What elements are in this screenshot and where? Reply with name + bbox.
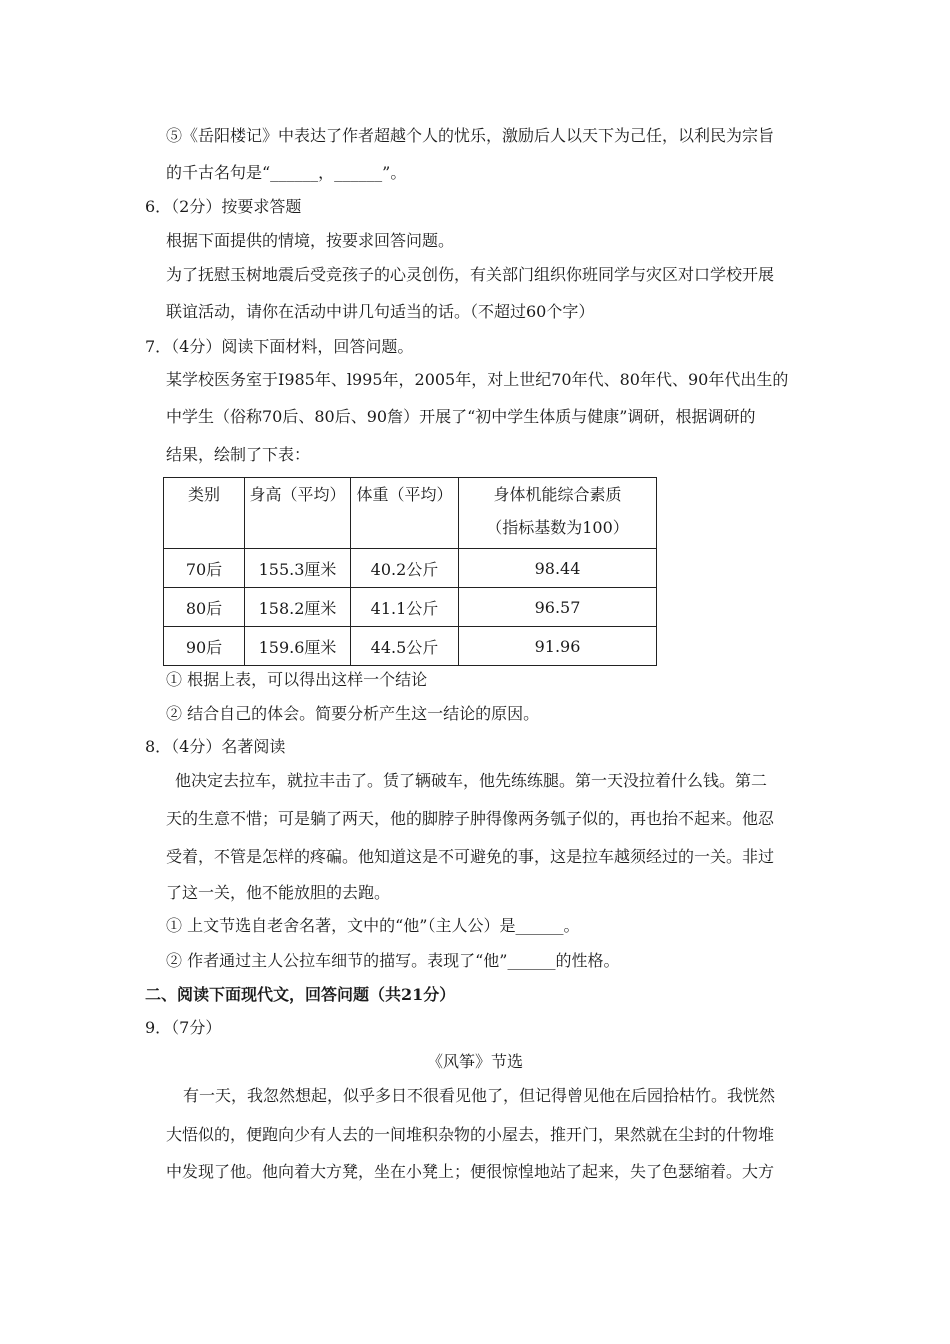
q7-line3: 结果，绘制了下表： xyxy=(166,445,311,464)
q6-line2: 为了抚慰玉树地震后受竞孩子的心灵创伤，有关部门组织你班同学与灾区对口学校开展 xyxy=(166,265,775,284)
cell-height: 159.6厘米 xyxy=(245,627,351,666)
table-row xyxy=(164,627,657,666)
section-heading: 二、阅读下面现代文，回答问题（共21分） xyxy=(145,985,456,1004)
q6-line3: 联谊活动，请你在活动中讲几句适当的话。（不超过60个字） xyxy=(166,302,595,321)
q7-item2: ② 结合自己的体会。简要分析产生这一结论的原因。 xyxy=(166,704,540,723)
table-row xyxy=(164,549,657,588)
cell-height: 158.2厘米 xyxy=(245,588,351,627)
q9-passage-line3: 中发现了他。他向着大方凳，坐在小凳上；便很惊惶地站了起来，失了色瑟缩着。大方 xyxy=(166,1162,775,1181)
q9-title: 9．（7分） xyxy=(145,1018,222,1037)
q7-item1: ① 根据上表，可以得出这样一个结论 xyxy=(166,670,428,689)
q8-title: 8．（4分）名著阅读 xyxy=(145,737,286,756)
cell-fitness: 96.57 xyxy=(459,588,657,627)
q9-passage-line1: 有一天，我忽然想起，似乎多日不很看见他了，但记得曾见他在后园拾枯竹。我恍然 xyxy=(183,1086,776,1105)
q8-item2: ② 作者通过主人公拉车细节的描写。表现了“他”______的性格。 xyxy=(166,951,620,970)
cell-category: 70后 xyxy=(164,549,245,588)
cell-fitness: 98.44 xyxy=(459,549,657,588)
q5-item5-line1: ⑤《岳阳楼记》中表达了作者超越个人的忧乐，激励后人以天下为己任，以利民为宗旨 xyxy=(166,126,775,145)
q8-item1: ① 上文节选自老舍名著，文中的“他”（主人公）是______。 xyxy=(166,916,580,935)
cell-category: 80后 xyxy=(164,588,245,627)
q5-item5-line2: 的千古名句是“______，______”。 xyxy=(166,163,407,182)
q7-line1: 某学校医务室于I985年、l995年，2005年，对上世纪70年代、80年代、90年代出生的 xyxy=(166,370,789,389)
header-fitness-label: 身体机能综合素质 xyxy=(493,485,622,504)
q6-title: 6．（2分）按要求答题 xyxy=(145,197,302,216)
cell-weight: 41.1公斤 xyxy=(351,588,459,627)
table-header-row xyxy=(164,478,657,549)
health-survey-table xyxy=(163,477,657,666)
q6-line1: 根据下面提供的情境，按要求回答问题。 xyxy=(166,231,455,250)
header-weight: 体重（平均） xyxy=(351,478,459,549)
header-fitness-note: （指标基数为100） xyxy=(486,518,629,537)
q8-passage-line1: 他决定去拉车，就拉丰击了。赁了辆破车，他先练练腿。第一天没拉着什么钱。第二 xyxy=(175,771,768,790)
cell-weight: 44.5公斤 xyxy=(351,627,459,666)
q8-passage-line4: 了这一关，他不能放胆的去跑。 xyxy=(166,883,391,902)
cell-height: 155.3厘米 xyxy=(245,549,351,588)
q8-passage-line2: 天的生意不惜；可是躺了两天，他的脚脖子肿得像两务瓠子似的，再也抬不起来。他忍 xyxy=(166,809,775,828)
header-height: 身高（平均） xyxy=(245,478,351,549)
passage-title: 《风筝》节选 xyxy=(426,1052,523,1071)
q7-line2: 中学生（俗称70后、80后、90詹）开展了“初中学生体质与健康”调研，根据调研的 xyxy=(166,407,756,426)
q8-passage-line3: 受着，不管是怎样的疼碥。他知道这是不可避免的事，这是拉车越须经过的一关。非过 xyxy=(166,847,775,866)
q9-passage-line2: 大悟似的，便跑向少有人去的一间堆积杂物的小屋去，推开门，果然就在尘封的什物堆 xyxy=(166,1125,775,1144)
cell-weight: 40.2公斤 xyxy=(351,549,459,588)
table-row xyxy=(164,588,657,627)
header-fitness xyxy=(459,478,657,549)
header-category: 类别 xyxy=(164,478,245,549)
cell-category: 90后 xyxy=(164,627,245,666)
cell-fitness: 91.96 xyxy=(459,627,657,666)
q7-title: 7．（4分）阅读下面材料，回答问题。 xyxy=(145,337,414,356)
